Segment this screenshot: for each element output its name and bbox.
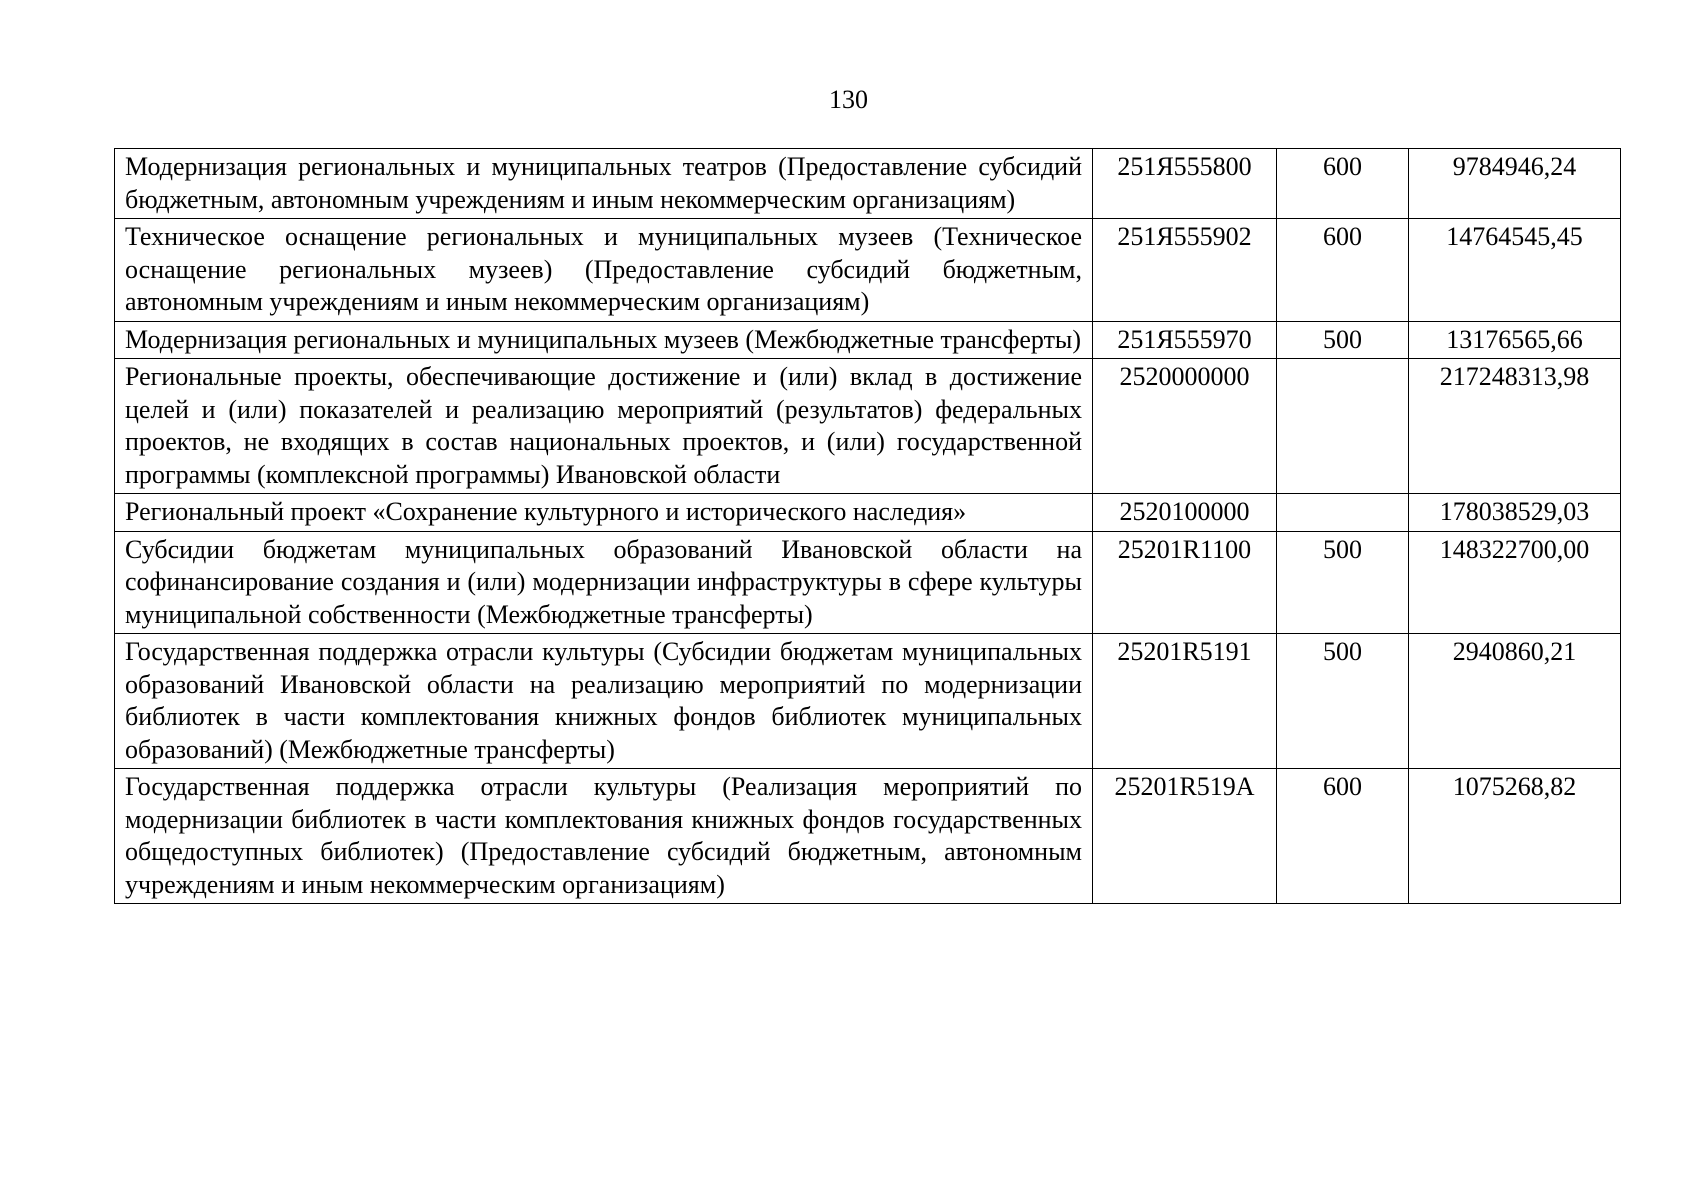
- row-description: Государственная поддержка отрасли культуры (Реализация мероприятий по модернизации библиотек в части комплектования книжных фондов государственных общедоступных библиотек) (Предоставление субсидий бюджетным, автономным учреждениям и иным некоммерческим организациям): [115, 769, 1093, 904]
- row-amount: 217248313,98: [1409, 359, 1621, 494]
- table-row: [115, 531, 1621, 634]
- row-expense-type: 500: [1277, 321, 1409, 359]
- table-row: [115, 634, 1621, 769]
- row-amount: 9784946,24: [1409, 149, 1621, 219]
- row-target-code: 2520100000: [1093, 494, 1277, 532]
- table-row: [115, 494, 1621, 532]
- budget-table: [114, 148, 1621, 904]
- row-description: Субсидии бюджетам муниципальных образований Ивановской области на софинансирование создания и (или) модернизации инфраструктуры в сфере культуры муниципальной собственности (Межбюджетные трансферты): [115, 531, 1093, 634]
- table-row: [115, 769, 1621, 904]
- row-expense-type: 500: [1277, 634, 1409, 769]
- row-amount: 178038529,03: [1409, 494, 1621, 532]
- row-target-code: 25201R519A: [1093, 769, 1277, 904]
- row-expense-type: [1277, 359, 1409, 494]
- row-description: Модернизация региональных и муниципальных музеев (Межбюджетные трансферты): [115, 321, 1093, 359]
- row-expense-type: 600: [1277, 769, 1409, 904]
- row-description: Техническое оснащение региональных и муниципальных музеев (Техническое оснащение региональных музеев) (Предоставление субсидий бюджетным, автономным учреждениям и иным некоммерческим организациям): [115, 219, 1093, 322]
- row-description: Региональный проект «Сохранение культурного и исторического наследия»: [115, 494, 1093, 532]
- row-description: Региональные проекты, обеспечивающие достижение и (или) вклад в достижение целей и (или) показателей и реализацию мероприятий (результатов) федеральных проектов, не входящих в состав национальных проектов, и (или) государственной программы (комплексной программы) Ивановской области: [115, 359, 1093, 494]
- row-expense-type: 600: [1277, 219, 1409, 322]
- row-description: Государственная поддержка отрасли культуры (Субсидии бюджетам муниципальных образований Ивановской области на реализацию мероприятий по модернизации библиотек в части комплектования книжных фондов библиотек муниципальных образований) (Межбюджетные трансферты): [115, 634, 1093, 769]
- row-amount: 14764545,45: [1409, 219, 1621, 322]
- table-row: [115, 149, 1621, 219]
- table-row: [115, 321, 1621, 359]
- table-row: [115, 359, 1621, 494]
- table-row: [115, 219, 1621, 322]
- row-target-code: 251Я555970: [1093, 321, 1277, 359]
- row-expense-type: 500: [1277, 531, 1409, 634]
- row-target-code: 25201R5191: [1093, 634, 1277, 769]
- row-expense-type: 600: [1277, 149, 1409, 219]
- row-target-code: 2520000000: [1093, 359, 1277, 494]
- row-expense-type: [1277, 494, 1409, 532]
- row-amount: 2940860,21: [1409, 634, 1621, 769]
- row-amount: 1075268,82: [1409, 769, 1621, 904]
- row-target-code: 25201R1100: [1093, 531, 1277, 634]
- row-target-code: 251Я555800: [1093, 149, 1277, 219]
- row-amount: 148322700,00: [1409, 531, 1621, 634]
- row-amount: 13176565,66: [1409, 321, 1621, 359]
- page-number: 130: [829, 85, 868, 114]
- row-target-code: 251Я555902: [1093, 219, 1277, 322]
- row-description: Модернизация региональных и муниципальных театров (Предоставление субсидий бюджетным, автономным учреждениям и иным некоммерческим организациям): [115, 149, 1093, 219]
